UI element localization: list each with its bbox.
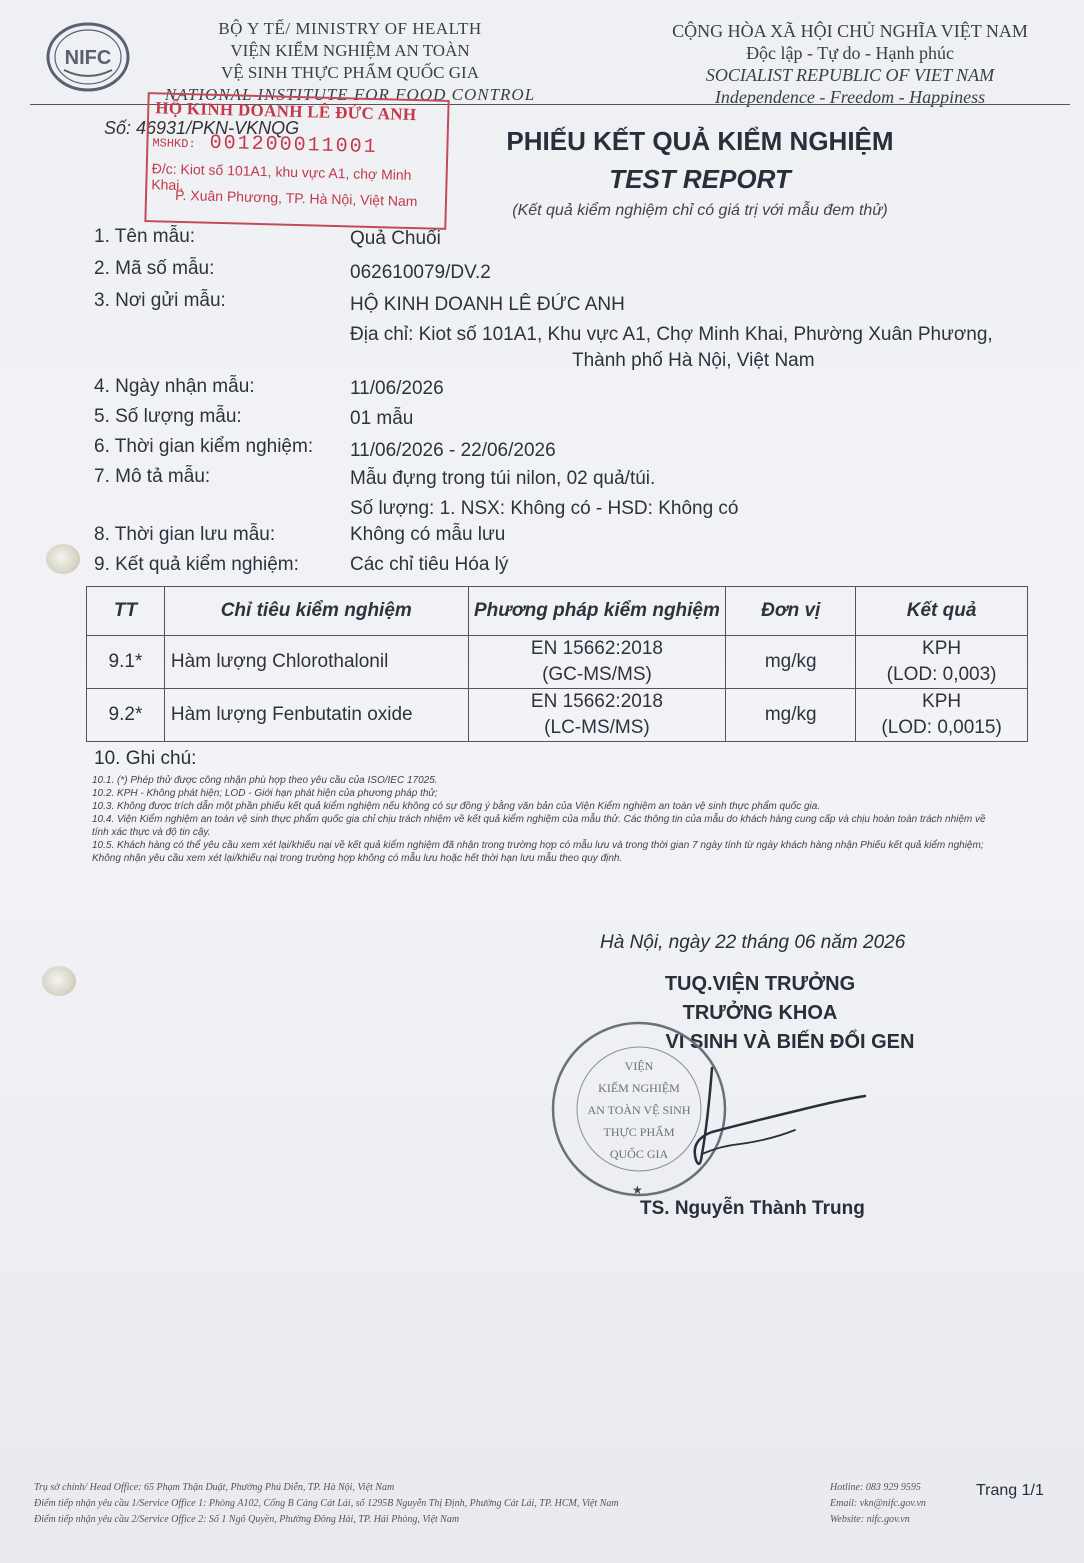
stamp-address-1: Đ/c: Kiot số 101A1, khu vực A1, chợ Minh Khai,	[151, 160, 412, 194]
note-item: 10.2. KPH - Không phát hiện; LOD - Giới hạn phát hiện của phương pháp thử;	[92, 788, 438, 799]
header-result: Kết quả	[856, 587, 1028, 636]
punch-hole	[46, 544, 80, 574]
field-label-result: 9. Kết quả kiểm nghiệm:	[94, 554, 299, 575]
seal-text: QUỐC GIA	[609, 1147, 669, 1161]
header-method: Phương pháp kiểm nghiệm	[468, 587, 726, 636]
seal-text: THỰC PHẨM	[603, 1125, 675, 1139]
institute-english: NATIONAL INSTITUTE FOR FOOD CONTROL	[164, 85, 536, 104]
page-number: Trang 1/1	[976, 1482, 1044, 1499]
field-label-test-period: 6. Thời gian kiểm nghiệm:	[94, 436, 314, 457]
footer-hotline: Hotline: 083 929 9595	[830, 1482, 921, 1493]
field-value-description-2: Số lượng: 1. NSX: Không có - HSD: Không có	[350, 498, 739, 519]
note-item: 10.5. Khách hàng có thể yêu cầu xem xét lại/khiếu nại về kết quả kiểm nghiệm đã nhận trong trường hợp có mẫu lưu và trong thời gian 7 ngày tính từ ngày khách hàng nhận Phiếu kết quả kiểm nghiệm; Không nhận yêu cầu xem xét lại/khiếu nại trong trường hợp không có mẫu lưu hoặc hết thời hạn lưu mẫu theo quy định.	[92, 840, 984, 864]
cell-item: Hàm lượng Chlorothalonil	[164, 636, 468, 689]
footer-contacts	[830, 1480, 926, 1528]
table-row	[87, 636, 1028, 689]
cell-tt: 9.2*	[87, 689, 165, 742]
field-value-sender-address: Địa chỉ: Kiot số 101A1, Khu vực A1, Chợ Minh Khai, Phường Xuân Phương,	[350, 324, 993, 345]
cell-method: EN 15662:2018 (LC-MS/MS)	[468, 689, 726, 742]
stamp-business-name: HỘ KINH DOANH LÊ ĐỨC ANH	[155, 98, 417, 125]
seal-text: AN TOÀN VỆ SINH	[587, 1103, 691, 1117]
ministry-name: BỘ Y TẾ/ MINISTRY OF HEALTH	[218, 19, 482, 38]
cell-item: Hàm lượng Fenbutatin oxide	[164, 689, 468, 742]
seal-text: VIỆN	[624, 1059, 654, 1073]
results-table	[86, 586, 1028, 742]
stamp-address-2: P. Xuân Phương, TP. Hà Nội, Việt Nam	[174, 186, 418, 210]
institute-line-1: VIỆN KIỂM NGHIỆM AN TOÀN	[230, 41, 470, 60]
signatory-line-3: VI SINH VÀ BIẾN ĐỔI GEN	[665, 1031, 915, 1053]
field-label-quantity: 5. Số lượng mẫu:	[94, 406, 242, 427]
cell-unit: mg/kg	[726, 689, 856, 742]
field-value-result: Các chỉ tiêu Hóa lý	[350, 554, 509, 575]
footer-office-1: Điểm tiếp nhận yêu cầu 1/Service Office 1: Phòng A102, Cổng B Cảng Cát Lái, số 1295B Nguyễn Thị Định, Phường Cát Lái, TP. HCM, Việt Nam	[34, 1498, 619, 1509]
field-label-sample-code: 2. Mã số mẫu:	[94, 258, 215, 279]
report-number: Số: 46931/PKN-VKNQG	[104, 118, 300, 138]
header-item: Chỉ tiêu kiểm nghiệm	[164, 587, 468, 636]
footer-email: Email: vkn@nifc.gov.vn	[830, 1498, 926, 1509]
header-unit: Đơn vị	[726, 587, 856, 636]
punch-hole	[42, 966, 76, 996]
handwritten-signature	[650, 1050, 880, 1190]
table-header-row	[87, 587, 1028, 636]
signing-date: Hà Nội, ngày 22 tháng 06 năm 2026	[600, 932, 906, 953]
notes-list	[92, 774, 1002, 865]
stamp-mshkd: MSHKD: 001200011001	[152, 131, 378, 160]
business-stamp	[144, 92, 449, 230]
seal-text: KIỂM NGHIỆM	[598, 1081, 680, 1095]
header-right	[640, 20, 1060, 108]
cell-tt: 9.1*	[87, 636, 165, 689]
cell-unit: mg/kg	[726, 636, 856, 689]
cell-result: KPH (LOD: 0,0015)	[856, 689, 1028, 742]
footer-office-2: Điểm tiếp nhận yêu cầu 2/Service Office 2: Số 1 Ngô Quyền, Phường Đông Hải, TP. Hải Phòng, Việt Nam	[34, 1514, 460, 1525]
footer-addresses	[34, 1480, 834, 1528]
footer-website: Website: nifc.gov.vn	[830, 1514, 910, 1525]
institute-line-2: VỆ SINH THỰC PHẨM QUỐC GIA	[221, 63, 479, 82]
country-name-vn: CỘNG HÒA XÃ HỘI CHỦ NGHĨA VIỆT NAM	[672, 21, 1028, 41]
field-value-description-1: Mẫu đựng trong túi nilon, 02 quả/túi.	[350, 468, 656, 489]
signatory-line-1: TUQ.VIỆN TRƯỞNG	[664, 973, 856, 995]
table-row	[87, 689, 1028, 742]
report-subtitle: TEST REPORT	[609, 164, 791, 194]
svg-text:★: ★	[632, 1183, 643, 1197]
logo-text: NIFC	[64, 47, 112, 69]
note-item: 10.1. (*) Phép thử được công nhận phù hợp theo yêu cầu của ISO/IEC 17025.	[92, 775, 438, 786]
nifc-logo	[42, 20, 134, 94]
field-value-quantity: 01 mẫu	[350, 408, 414, 429]
cell-method: EN 15662:2018 (GC-MS/MS)	[468, 636, 726, 689]
note-item: 10.4. Viện Kiểm nghiệm an toàn vệ sinh thực phẩm quốc gia chỉ chịu trách nhiệm về kết quả kiểm nghiệm của mẫu thử. Các thông tin của mẫu do khách hàng cung cấp và chịu hoàn toàn trách nhiệm về tính xác thực và độ tin cậy.	[92, 814, 986, 838]
field-value-sender-address-2: Thành phố Hà Nội, Việt Nam	[572, 350, 815, 371]
report-title: PHIẾU KẾT QUẢ KIỂM NGHIỆM	[506, 126, 894, 156]
validity-note: (Kết quả kiểm nghiệm chỉ có giá trị với mẫu đem thử)	[512, 202, 888, 219]
header-tt: TT	[87, 587, 165, 636]
field-value-test-period: 11/06/2026 - 22/06/2026	[350, 440, 556, 461]
field-label-received-date: 4. Ngày nhận mẫu:	[94, 376, 255, 397]
field-label-sample-name: 1. Tên mẫu:	[94, 226, 196, 247]
field-label-storage: 8. Thời gian lưu mẫu:	[94, 524, 276, 545]
signatory-name: TS. Nguyễn Thành Trung	[640, 1198, 865, 1219]
field-value-sample-name: Quả Chuối	[350, 228, 441, 249]
country-name-en: SOCIALIST REPUBLIC OF VIET NAM	[705, 65, 995, 85]
footer-head-office: Trụ sở chính/ Head Office: 65 Phạm Thận Duật, Phường Phú Diễn, TP. Hà Nội, Việt Nam	[34, 1482, 395, 1493]
cell-result: KPH (LOD: 0,003)	[856, 636, 1028, 689]
motto-en: Independence - Freedom - Happiness	[714, 87, 986, 107]
field-value-sample-code: 062610079/DV.2	[350, 262, 491, 283]
note-item: 10.3. Không được trích dẫn một phần phiếu kết quả kiểm nghiệm nếu không có sự đồng ý bằng văn bản của Viện Kiểm nghiệm an toàn vệ sinh thực phẩm quốc gia.	[92, 801, 821, 812]
field-label-sender: 3. Nơi gửi mẫu:	[94, 290, 226, 311]
field-value-received-date: 11/06/2026	[350, 378, 444, 399]
field-value-storage: Không có mẫu lưu	[350, 524, 506, 545]
field-value-sender: HỘ KINH DOANH LÊ ĐỨC ANH	[350, 294, 625, 315]
motto-vn: Độc lập - Tự do - Hạnh phúc	[746, 43, 954, 63]
signatory-line-2: TRƯỞNG KHOA	[682, 1002, 838, 1024]
field-label-description: 7. Mô tả mẫu:	[94, 466, 211, 487]
notes-heading: 10. Ghi chú:	[94, 748, 197, 769]
